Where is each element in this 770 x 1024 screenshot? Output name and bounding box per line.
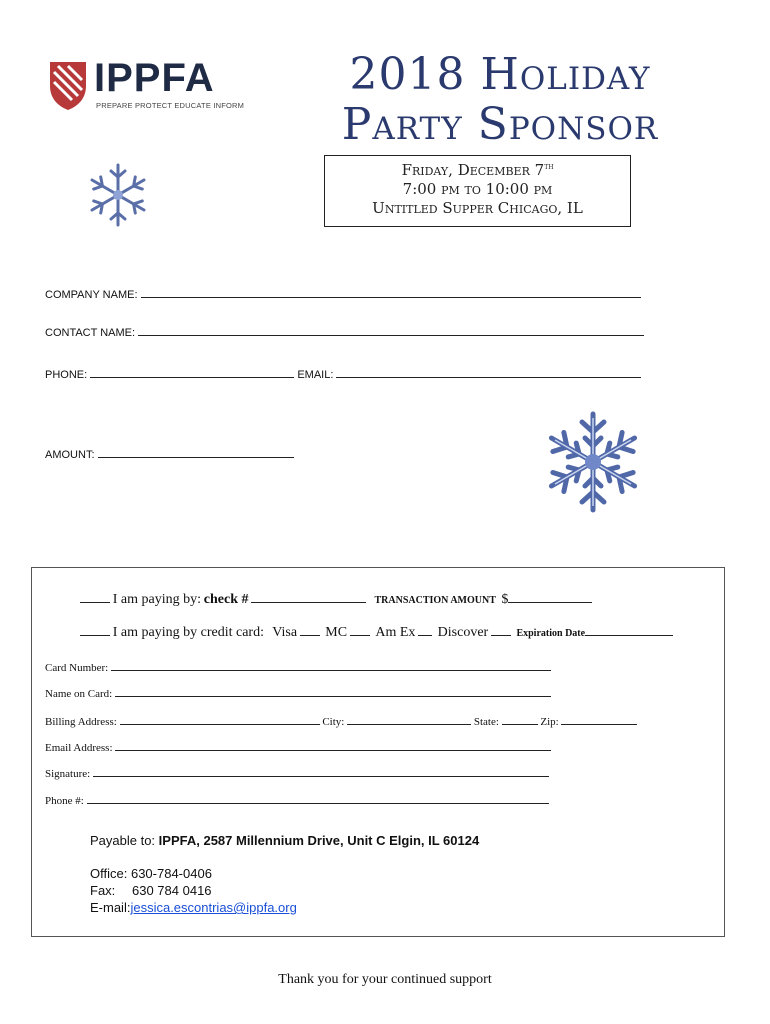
billing-address-label: Billing Address: xyxy=(45,716,117,728)
dollar-sign: $ xyxy=(501,592,509,607)
title-line-2: Party Sponsor xyxy=(341,99,659,150)
city-label: City: xyxy=(322,716,345,728)
phone-field[interactable] xyxy=(90,367,294,378)
visa-label: Visa xyxy=(272,625,298,640)
card-number-field[interactable] xyxy=(111,660,551,671)
email-address-field[interactable] xyxy=(115,740,551,751)
transaction-amount-label: TRANSACTION AMOUNT xyxy=(374,595,496,606)
office-line xyxy=(90,865,297,882)
amex-field[interactable] xyxy=(418,625,432,636)
check-row xyxy=(80,592,592,608)
payable-to xyxy=(90,833,479,848)
shield-icon xyxy=(48,60,88,112)
company-name-label: COMPANY NAME: xyxy=(45,289,138,301)
phone-number-field[interactable] xyxy=(87,793,549,804)
discover-label: Discover xyxy=(437,625,489,640)
phone-number-row xyxy=(45,793,549,807)
credit-select-field[interactable] xyxy=(80,625,110,636)
visa-field[interactable] xyxy=(300,625,320,636)
logo-tagline: PREPARE PROTECT EDUCATE INFORM xyxy=(96,101,245,110)
city-field[interactable] xyxy=(347,714,471,725)
company-name-row xyxy=(45,287,641,301)
signature-field[interactable] xyxy=(93,766,549,777)
email-address-label: Email Address: xyxy=(45,742,113,754)
page-title xyxy=(300,50,700,150)
amount-field[interactable] xyxy=(98,447,294,458)
email-line xyxy=(90,899,297,916)
snowflake-icon xyxy=(88,162,148,228)
thank-you-message: Thank you for your continued support xyxy=(278,972,492,987)
event-time: 7:00 pm to 10:00 pm xyxy=(402,180,553,198)
check-label: check # xyxy=(203,592,249,607)
card-number-row xyxy=(45,660,551,674)
contact-email-label: E-mail: xyxy=(90,900,131,915)
event-details-box xyxy=(324,155,631,227)
name-on-card-label: Name on Card: xyxy=(45,688,113,700)
transaction-amount-field[interactable] xyxy=(508,592,592,603)
email-label: EMAIL: xyxy=(297,369,334,381)
payable-address: IPPFA, 2587 Millennium Drive, Unit C Elgin, IL 60124 xyxy=(158,833,480,848)
zip-label: Zip: xyxy=(540,716,559,728)
office-value: 630-784-0406 xyxy=(130,866,212,881)
credit-prefix: I am paying by credit card: xyxy=(112,625,264,640)
fax-line xyxy=(90,882,297,899)
amex-label: Am Ex xyxy=(375,625,416,640)
phone-label: PHONE: xyxy=(45,369,88,381)
mc-label: MC xyxy=(325,625,348,640)
snowflake-icon xyxy=(543,409,643,515)
card-number-label: Card Number: xyxy=(45,662,109,674)
signature-label: Signature: xyxy=(45,768,91,780)
credit-card-row xyxy=(80,625,673,641)
payable-label: Payable to: xyxy=(90,833,156,848)
discover-field[interactable] xyxy=(491,625,511,636)
phone-number-label: Phone #: xyxy=(45,795,84,807)
event-date: Friday, December 7th xyxy=(401,161,554,179)
expiration-label: Expiration Date xyxy=(516,628,586,639)
zip-field[interactable] xyxy=(561,714,637,725)
contact-name-label: CONTACT NAME: xyxy=(45,327,136,339)
contact-info xyxy=(90,865,297,916)
state-label: State: xyxy=(473,716,499,728)
ippfa-logo xyxy=(48,58,248,118)
contact-email-link[interactable]: jessica.escontrias@ippfa.org xyxy=(130,900,297,915)
signature-row xyxy=(45,766,549,780)
logo-name: IPPFA xyxy=(94,56,215,100)
amount-label: AMOUNT: xyxy=(45,449,95,461)
title-line-1: 2018 Holiday xyxy=(349,49,651,100)
email-address-row xyxy=(45,740,551,754)
contact-name-field[interactable] xyxy=(138,325,644,336)
state-field[interactable] xyxy=(502,714,538,725)
expiration-field[interactable] xyxy=(585,625,673,636)
check-number-field[interactable] xyxy=(251,592,366,603)
check-select-field[interactable] xyxy=(80,592,110,603)
check-prefix: I am paying by: xyxy=(112,592,202,607)
company-name-field[interactable] xyxy=(141,287,641,298)
name-on-card-field[interactable] xyxy=(115,686,551,697)
event-venue: Untitled Supper Chicago, IL xyxy=(372,199,583,217)
billing-address-row xyxy=(45,714,637,728)
fax-value: 630 784 0416 xyxy=(132,883,212,898)
office-label: Office: xyxy=(90,866,128,881)
email-field[interactable] xyxy=(336,367,641,378)
fax-label: Fax: xyxy=(90,883,116,898)
phone-email-row xyxy=(45,367,641,381)
contact-name-row xyxy=(45,325,644,339)
billing-address-field[interactable] xyxy=(120,714,320,725)
mc-field[interactable] xyxy=(350,625,370,636)
amount-row xyxy=(45,447,294,461)
name-on-card-row xyxy=(45,686,551,700)
